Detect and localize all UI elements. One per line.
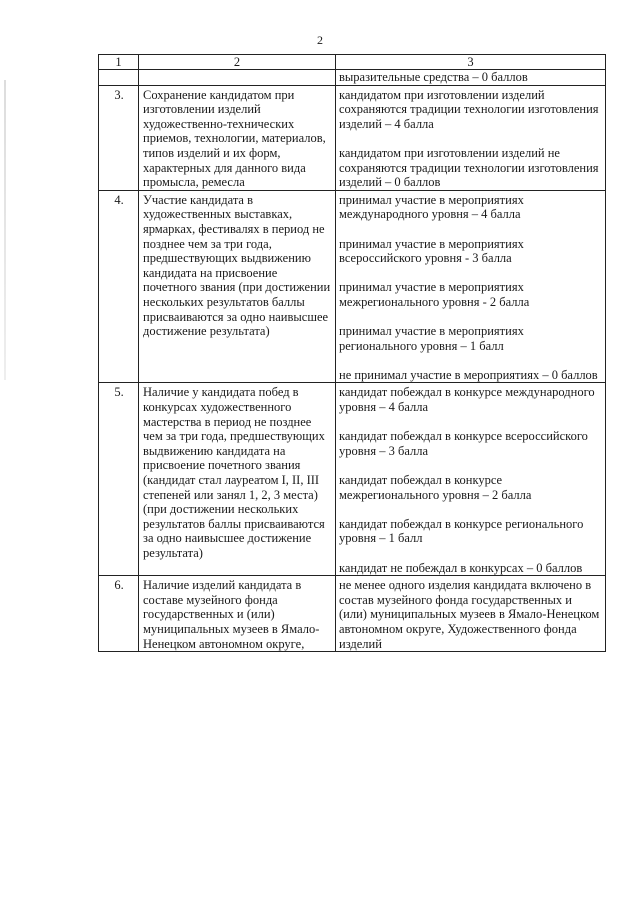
criterion-cell: Участие кандидата в художественных выставках, ярмарках, фестивалях в период не позднее чем за три года, предшествующих выдвижению кандидата на присвоение почетного звания (при достижении нескольких результатов баллы присваиваются за одно наивысшее достижение результата) [139,190,336,383]
score-option: принимал участие в мероприятиях всероссийского уровня - 3 балла [339,236,524,266]
table-row [99,85,606,190]
criterion-cell: Наличие изделий кандидата в составе музейного фонда государственных и (или) муниципальных музеев в Ямало-Ненецком автономном округе, [139,576,336,652]
row-number: 6. [99,576,139,652]
row-number: 4. [99,190,139,383]
score-option: принимал участие в мероприятиях международного уровня – 4 балла [339,192,524,222]
header-cell-1: 1 [99,55,139,70]
score-option: кандидат побеждал в конкурсе всероссийского уровня – 3 балла [339,429,588,458]
score-cell [336,576,606,652]
score-option: принимал участие в мероприятиях межрегионального уровня - 2 балла [339,280,530,309]
score-option: кандидатом при изготовлении изделий сохраняются традиции технологии изготовления изделий – 4 балла [339,87,599,131]
score-option: кандидат побеждал в конкурсе межрегионального уровня – 2 балла [339,473,532,502]
table-row [99,576,606,652]
criteria-table [98,54,606,652]
criterion-cell: Наличие у кандидата побед в конкурсах художественного мастерства в период не позднее чем за три года, предшествующих выдвижению кандидата на присвоение почетного звания (кандидат стал лауреатом I, II, III степеней или занял 1, 2, 3 места) (при достижении нескольких результатов баллы присваиваются за одно наивысшее достижение результата) [139,383,336,576]
scan-edge-mark [4,80,6,380]
score-option: кандидат побеждал в конкурсе международного уровня – 4 балла [339,385,595,415]
table-row [99,190,606,383]
score-cell [336,190,606,383]
table-header-row [99,55,606,70]
table-row-continuation [99,70,606,86]
score-cell [336,85,606,190]
row-number: 3. [99,85,139,190]
score-option: кандидат побеждал в конкурсе регионального уровня – 1 балл [339,516,584,546]
page-number: 2 [317,33,323,47]
criterion-cell: Сохранение кандидатом при изготовлении изделий художественно-технических приемов, технологии, материалов, типов изделий и их форм, характерных для данного вида промысла, ремесла [139,85,336,190]
header-cell-2: 2 [139,55,336,70]
score-option: кандидатом при изготовлении изделий не сохраняются традиции технологии изготовления изделий – 0 баллов [339,145,599,190]
score-cell: выразительные средства – 0 баллов [336,70,606,86]
score-option: кандидат не побеждал в конкурсах – 0 баллов [339,560,583,575]
score-option: принимал участие в мероприятиях регионального уровня – 1 балл [339,324,524,353]
empty-cell [99,70,139,86]
score-option: не менее одного изделия кандидата включено в состав музейного фонда государственных и (или) муниципальных музеев в Ямало-Ненецком автономном округе, Художественного фонда изделий [339,578,600,651]
empty-cell [139,70,336,86]
header-cell-3: 3 [336,55,606,70]
row-number: 5. [99,383,139,576]
score-option: не принимал участие в мероприятиях – 0 баллов [339,367,598,382]
table-row [99,383,606,576]
score-cell [336,383,606,576]
